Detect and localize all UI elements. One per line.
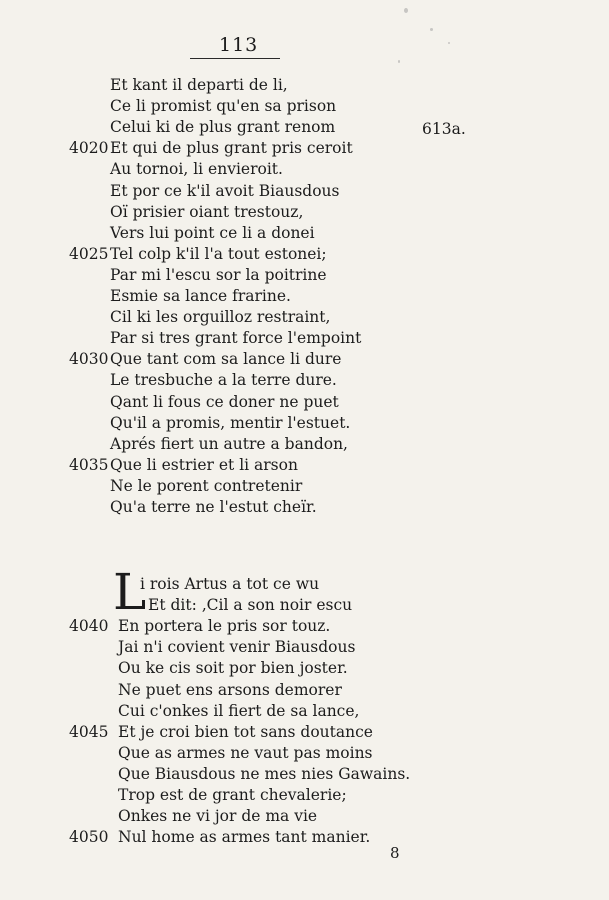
line-number: 4035 [69,455,109,474]
verse-line: Nul home as armes tant manier. [118,828,371,847]
verse-line: Ne le porent contretenir [110,476,303,495]
page-number: 113 [219,34,259,56]
line-number: 4045 [69,722,109,741]
drop-cap: L [113,563,147,621]
verse-line: Ne puet ens arsons demorer [118,680,342,699]
verse-line: Le tresbuche a la terre dure. [110,371,337,390]
verse-line: Tel colp k'il l'a tout estonei; [110,244,327,263]
line-number: 4030 [69,350,109,369]
line-number: 4040 [69,617,109,636]
line-number: 4025 [69,244,109,263]
paper-speck [404,8,408,13]
verse-line: Ou ke cis soit por bien joster. [118,659,348,678]
verse-line: Par mi l'escu sor la poitrine [110,265,327,284]
verse-line: En portera le pris sor touz. [118,617,331,636]
line-number: 4050 [69,828,109,847]
line-number: 4020 [69,139,109,158]
margin-note: 613a. [422,120,466,138]
paper-speck [398,60,400,63]
paper-speck [430,28,433,31]
verse-line: Que as armes ne vaut pas moins [118,743,373,762]
verse-line: Et dit: ‚Cil a son noir escu [148,596,353,615]
verse-line: Que tant com sa lance li dure [110,350,342,369]
verse-line: Aprés fiert un autre a bandon, [110,434,348,453]
verse-line: Et je croi bien tot sans doutance [118,722,373,741]
verse-line: Au tornoi, li envieroit. [110,160,283,179]
verse-line: Ce li promist qu'en sa prison [110,97,337,116]
verse-line: Jai n'i covient venir Biausdous [118,638,356,657]
verse-line: Cil ki les orguilloz restraint, [110,308,331,327]
verse-line: Esmie sa lance frarine. [110,287,291,305]
verse-line: Trop est de grant chevalerie; [118,786,347,804]
verse-line: Qu'a terre ne l'estut cheïr. [110,498,317,516]
verse-line: Et qui de plus grant pris ceroit [110,139,353,158]
verse-line: Oï prisier oiant trestouz, [110,202,304,221]
verse-line: Celui ki de plus grant renom [110,118,336,137]
verse-line: Et por ce k'il avoit Biausdous [110,181,340,200]
verse-line: Onkes ne vi jor de ma vie [118,807,318,826]
verse-line: Qu'il a promis, mentir l'estuet. [110,413,351,432]
verse-line: Vers lui point ce li a donei [110,223,315,242]
verse-line: Que Biausdous ne mes nies Gawains. [118,764,411,783]
verse-line: Et kant il departi de li, [110,76,288,94]
verse-line: Qant li fous ce doner ne puet [110,392,339,411]
verse-line: i rois Artus a tot ce wu [140,575,320,593]
header-rule [190,58,280,59]
verse-line: Par si tres grant force l'empoint [110,329,362,348]
verse-line: Que li estrier et li arson [110,455,298,474]
paper-speck [448,42,450,44]
signature-mark: 8 [390,844,400,862]
verse-line: Cui c'onkes il fiert de sa lance, [118,701,360,720]
